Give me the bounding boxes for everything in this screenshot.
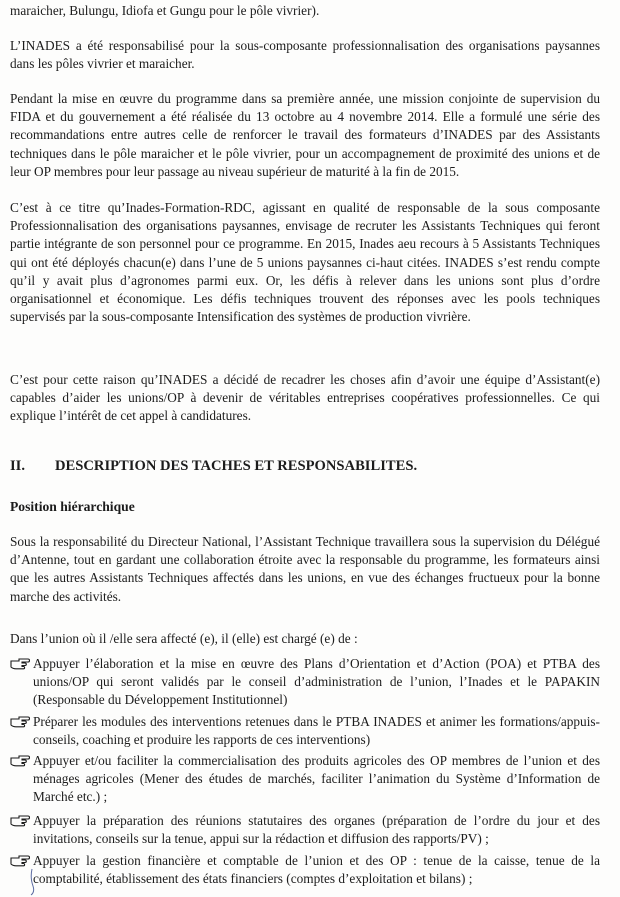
subsection-title: Position hiérarchique: [10, 499, 135, 514]
duty-item: [10, 713, 600, 749]
duty-text: Préparer les modules des interventions retenues dans le PTBA INADES et animer les formations/appuis-conseils, coaching et produire les rapports de ces interventions): [33, 714, 600, 748]
duty-text: Appuyer l’élaboration et la mise en œuvre des Plans d’Orientation et d’Action (POA) et PTBA des unions/OP qui seront validés par le conseil d’administration de l’union, l’Inades et le PAPAKIN (Responsable du Développement Institutionnel): [33, 656, 600, 708]
duty-text: Appuyer et/ou faciliter la commercialisation des produits agricoles des OP membres de l’union et des ménages agricoles (Mener des études de marchés, faciliter l’animation du Système d’Information de Marché etc.) ;: [33, 753, 600, 805]
section-heading: [10, 458, 417, 475]
duty-item: [10, 752, 600, 807]
duty-text: Appuyer la gestion financière et comptable de l’union et des OP : tenue de la caisse, tenue de la comptabilité, établissement des états financiers (comptes d’exploitation et bilans) ;: [33, 853, 600, 887]
duty-item: [10, 812, 600, 848]
top-line: maraicher, Bulungu, Idiofa et Gungu pour le pôle vivrier).: [10, 3, 320, 18]
paragraph-4: C’est pour cette raison qu’INADES a décidé de recadrer les choses afin d’avoir une équipe d’Assistant(e) capables d’aider les unions/OP à devenir de véritables entreprises coopératives professionnelles. Ce qui explique l’intérêt de cet appel à candidatures.: [10, 372, 600, 424]
duty-item: [10, 852, 600, 888]
paragraph-3: C’est à ce titre qu’Inades-Formation-RDC, agissant en qualité de responsable de la sous composante Professionnalisation des organisations paysannes, envisage de recruter les Assistants Techniques qui feront partie intégrante de son personnel pour ce programme. En 2015, Inades aeu recours à 5 Assistants Techniques qui ont été déployés chacun(e) dans l’une de 5 unions paysannes ci-haut citées. INADES s’est rendu compte qu’il y avait plus d’agronomes parmi eux. Or, les défis à relever dans les unions sont plus d’ordre organisationnel et économique. Les défis techniques trouvent des réponses avec les pools techniques supervisés par la sous-composante Intensification des systèmes de production vivrière.: [10, 200, 600, 325]
paragraph-2: Pendant la mise en œuvre du programme dans sa première année, une mission conjointe de supervision du FIDA et du gouvernement a été réalisée du 13 octobre au 4 novembre 2014. Elle a formulé une série des recommandations entre autres celle de renforcer le travail des formateurs d’INADES par des Assistants techniques dans le pôle maraicher et le pôle vivrier, pour un accompagnement de proximité des unions et de leur OP membres pour leur passage au niveau supérieur de maturité à la fin de 2015.: [10, 91, 600, 179]
paragraph-1: L’INADES a été responsabilisé pour la sous-composante professionnalisation des organisations paysannes dans les pôles vivrier et maraicher.: [10, 38, 600, 72]
section-title: DESCRIPTION DES TACHES ET RESPONSABILITES.: [55, 458, 418, 474]
pointing-hand-icon: [10, 813, 30, 827]
duty-text: Appuyer la préparation des réunions statutaires des organes (préparation de l’ordre du jour et des invitations, conseils sur la tenue, appui sur la rédaction et diffusion des rapports/PV) ;: [33, 813, 600, 847]
duties-intro: Dans l’union où il /elle sera affecté (e), il (elle) est chargé (e) de :: [10, 631, 358, 646]
pointing-hand-icon: [10, 853, 30, 867]
section-number: II.: [10, 458, 26, 474]
duty-item: [10, 655, 600, 710]
pointing-hand-icon: [10, 656, 30, 670]
pen-mark: [28, 868, 48, 896]
pointing-hand-icon: [10, 753, 30, 767]
pointing-hand-icon: [10, 714, 30, 728]
hierarchy-paragraph: Sous la responsabilité du Directeur National, l’Assistant Technique travaillera sous la supervision du Délégué d’Antenne, tout en gardant une collaboration étroite avec la responsable du programme, les formateurs ainsi que les autres Assistants Techniques affectés dans les unions, en vue des échanges fructueux pour la bonne marche des activités.: [10, 534, 600, 604]
